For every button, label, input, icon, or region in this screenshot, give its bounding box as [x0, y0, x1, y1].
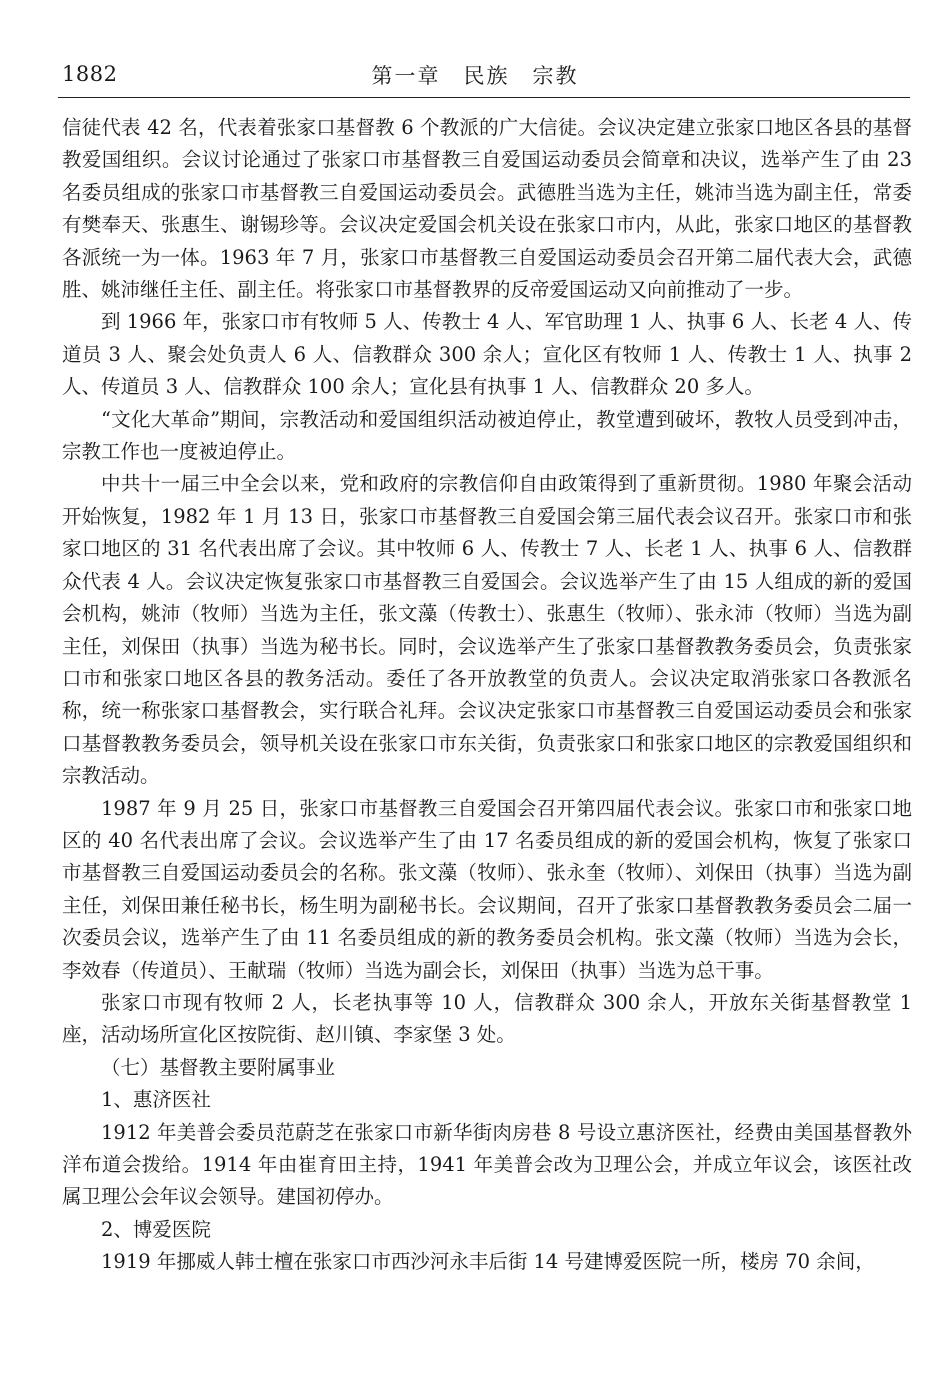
section-heading: （七）基督教主要附属事业	[101, 1055, 336, 1079]
page-header	[0, 0, 950, 108]
paragraph: 1912 年美普会委员范蔚芝在张家口市新华街肉房巷 8 号设立惠济医社，经费由美国基督教外洋布道会拨给。1914 年由崔育田主持，1941 年美普会改为卫理公会，并成立年议会，该医社改属卫理公会年议会领导。建国初停办。	[62, 1120, 912, 1209]
running-head: 第一章 民族 宗教	[371, 64, 579, 88]
paragraph: “文化大革命”期间，宗教活动和爱国组织活动被迫停止，教堂遭到破坏，教牧人员受到冲击，宗教工作也一度被迫停止。	[62, 407, 912, 464]
page-number: 1882	[62, 62, 118, 86]
header-rule	[58, 97, 910, 98]
paragraph: 张家口市现有牧师 2 人，长老执事等 10 人，信教群众 300 余人，开放东关街基督教堂 1 座，活动场所宣化区按院街、赵川镇、李家堡 3 处。	[62, 990, 912, 1047]
paragraph-continued: 信徒代表 42 名，代表着张家口基督教 6 个教派的广大信徒。会议决定建立张家口地区各县的基督教爱国组织。会议讨论通过了张家口市基督教三自爱国运动委员会简章和决议，选举产生了由 23 名委员组成的张家口市基督教三自爱国运动委员会。武德胜当选为主任，姚沛当选为副主任，常委有樊奉天、张惠生、谢锡珍等。会议决定爱国会机关设在张家口市内，从此，张家口地区的基督教各派统一为一体。1963 年 7 月，张家口市基督教三自爱国运动委员会召开第二届代表大会，武德胜、姚沛继任主任、副主任。将张家口市基督教界的反帝爱国运动又向前推动了一步。	[62, 116, 912, 302]
subsection-heading: 2、博爱医院	[101, 1217, 211, 1241]
paragraph: 中共十一届三中全会以来，党和政府的宗教信仰自由政策得到了重新贯彻。1980 年聚会活动开始恢复，1982 年 1 月 13 日，张家口市基督教三自爱国会第三届代表会议召开。张家口市和张家口地区的 31 名代表出席了会议。其中牧师 6 人、传教士 7 人、长老 1 人、执事 6 人、信教群众代表 4 人。会议决定恢复张家口市基督教三自爱国会。会议选举产生了由 15 人组成的新的爱国会机构，姚沛（牧师）当选为主任，张文藻（传教士）、张惠生（牧师）、张永沛（牧师）当选为副主任，刘保田（执事）当选为秘书长。同时，会议选举产生了张家口基督教教务委员会，负责张家口市和张家口地区各县的教务活动。委任了各开放教堂的负责人。会议决定取消张家口各教派名称，统一称张家口基督教会，实行联合礼拜。会议决定张家口市基督教三自爱国运动委员会和张家口基督教教务委员会，领导机关设在张家口市东关街，负责张家口和张家口地区的宗教爱国组织和宗教活动。	[62, 472, 912, 788]
subsection-heading: 1、惠济医社	[101, 1088, 211, 1112]
paragraph: 1919 年挪威人韩士檀在张家口市西沙河永丰后街 14 号建博爱医院一所，楼房 70 余间，	[101, 1250, 875, 1274]
paragraph: 到 1966 年，张家口市有牧师 5 人、传教士 4 人、军官助理 1 人、执事 6 人、长老 4 人、传道员 3 人、聚会处负责人 6 人、信教群众 300 余人；宣化区有牧师 1 人、传教士 1 人、执事 2 人、传道员 3 人、信教群众 100 余人；宣化县有执事 1 人、信教群众 20 多人。	[62, 310, 912, 399]
body-text	[62, 112, 912, 1279]
paragraph: 1987 年 9 月 25 日，张家口市基督教三自爱国会召开第四届代表会议。张家口市和张家口地区的 40 名代表出席了会议。会议选举产生了由 17 名委员组成的新的爱国会机构，恢复了张家口市基督教三自爱国运动委员会的名称。张文藻（牧师）、张永奎（牧师）、刘保田（执事）当选为副主任，刘保田兼任秘书长，杨生明为副秘书长。会议期间，召开了张家口基督教教务委员会二届一次委员会议，选举产生了由 11 名委员组成的新的教务委员会机构。张文藻（牧师）当选为会长，李效春（传道员）、王献瑞（牧师）当选为副会长，刘保田（执事）当选为总干事。	[62, 796, 912, 982]
